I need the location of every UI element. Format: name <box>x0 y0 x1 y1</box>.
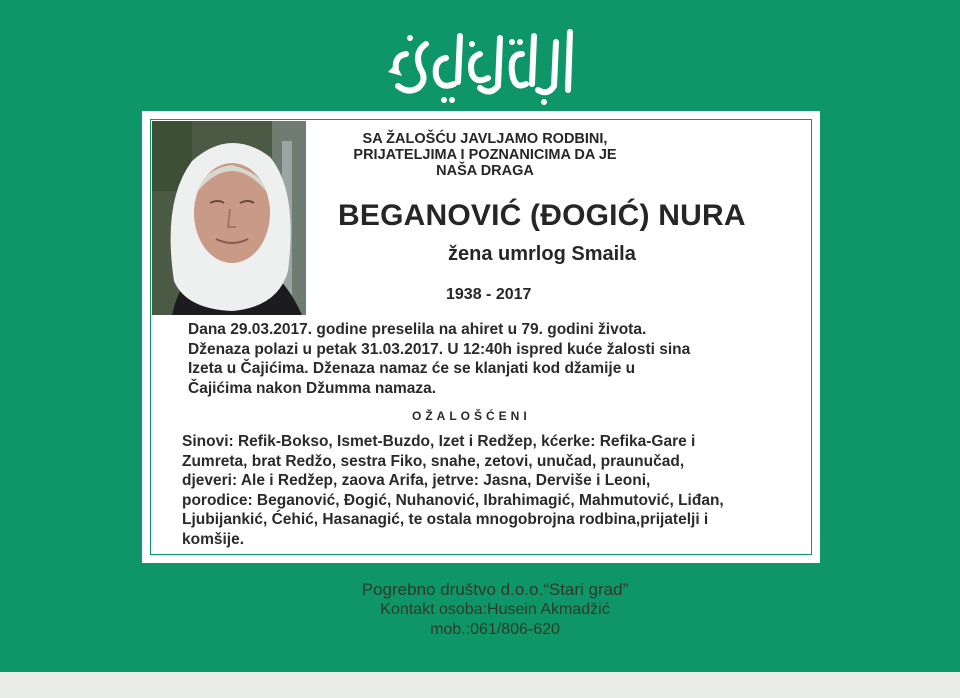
intro-line: PRIJATELJIMA I POZNANICIMA DA JE <box>353 147 617 163</box>
bottom-strip <box>0 672 960 698</box>
intro-text <box>332 131 638 179</box>
funeral-home-footer <box>260 580 730 640</box>
mourners-line: komšije. <box>182 530 245 548</box>
intro-line: NAŠA DRAGA <box>436 163 534 179</box>
announcement-line: Dženaza polazi u petak 31.03.2017. U 12:40h ispred kuće žalosti sina <box>188 340 691 358</box>
announcement-line: Dana 29.03.2017. godine preselila na ahiret u 79. godini života. <box>188 321 647 338</box>
mourners-line: porodice: Beganović, Đogić, Nuhanović, Ibrahimagić, Mahmutović, Liđan, <box>182 491 724 509</box>
deceased-portrait-photo <box>152 121 306 315</box>
mourners-line: Ljubijankić, Ćehić, Hasanagić, te ostala mnogobrojna rodbina,prijatelji i <box>182 511 709 528</box>
intro-line: SA ŽALOŠĆU JAVLJAMO RODBINI, <box>362 131 608 147</box>
mourners-list <box>182 432 792 549</box>
deceased-subtitle: žena umrlog Smaila <box>448 243 636 265</box>
mourners-line: djeveri: Ale i Redžep, zaova Arifa, jetrve: Jasna, Derviše i Leoni, <box>182 472 651 489</box>
announcement-line: Izeta u Čajićima. Dženaza namaz će se klanjati kod džamije u <box>188 360 636 377</box>
funeral-home-name: Pogrebno društvo d.o.o.“Stari grad” <box>361 580 629 599</box>
obituary-card <box>142 111 820 563</box>
contact-person: Kontakt osoba:Husein Akmadžić <box>380 601 610 618</box>
announcement-text <box>188 320 788 398</box>
deceased-name: BEGANOVIĆ (ĐOGIĆ) NURA <box>338 199 746 232</box>
announcement-line: Čajićima nakon Džumma namaza. <box>188 379 437 397</box>
contact-phone: mob.:061/806-620 <box>430 621 560 638</box>
arabic-calligraphy-irtihal-icon <box>384 24 580 106</box>
mourners-heading: OŽALOŠĆENI <box>412 409 531 423</box>
mourners-line: Zumreta, brat Redžo, sestra Fiko, snahe, zetovi, unučad, praunučad, <box>182 452 685 470</box>
mourners-line: Sinovi: Refik-Bokso, Ismet-Buzdo, Izet i Redžep, kćerke: Refika-Gare i <box>182 433 696 450</box>
life-years: 1938 - 2017 <box>446 286 532 303</box>
